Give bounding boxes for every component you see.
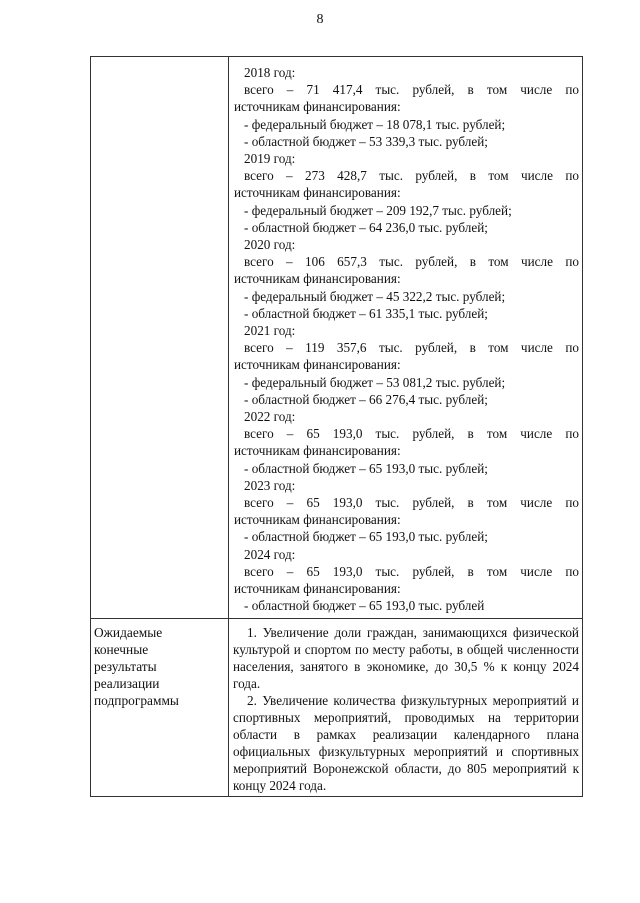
funding-source-line: - областной бюджет – 64 236,0 тыс. рублей; bbox=[244, 219, 488, 235]
funding-total-line: всего – 71 417,4 тыс. рублей, в том числе по bbox=[244, 82, 579, 98]
funding-source-line: - федеральный бюджет – 45 322,2 тыс. рублей; bbox=[244, 288, 506, 304]
funding-sources-heading: источникам финансирования: bbox=[234, 99, 401, 115]
funding-year-heading: 2022 год: bbox=[244, 409, 296, 425]
funding-sources-heading: источникам финансирования: bbox=[234, 443, 401, 459]
page-number: 8 bbox=[316, 12, 324, 27]
funding-sources-heading: источникам финансирования: bbox=[234, 185, 401, 201]
funding-total-line: всего – 65 193,0 тыс. рублей, в том числе по bbox=[244, 563, 579, 579]
results-label-line: Ожидаемые bbox=[94, 624, 163, 640]
funding-sources-heading: источникам финансирования: bbox=[234, 581, 401, 597]
funding-source-line: - областной бюджет – 53 339,3 тыс. рублей; bbox=[244, 133, 488, 149]
funding-source-line: - федеральный бюджет – 53 081,2 тыс. рублей; bbox=[244, 374, 506, 390]
funding-year-heading: 2023 год: bbox=[244, 477, 296, 493]
results-row bbox=[91, 618, 583, 797]
funding-year-heading: 2020 год: bbox=[244, 237, 296, 253]
funding-row bbox=[91, 57, 583, 619]
funding-text bbox=[229, 57, 582, 618]
program-passport-table bbox=[90, 56, 583, 797]
results-cell bbox=[229, 618, 583, 797]
funding-cell bbox=[229, 57, 583, 619]
funding-source-line: - федеральный бюджет – 18 078,1 тыс. рублей; bbox=[244, 116, 506, 132]
funding-sources-heading: источникам финансирования: bbox=[234, 357, 401, 373]
funding-year-heading: 2021 год: bbox=[244, 323, 296, 339]
result-item: 1. Увеличение доли граждан, занимающихся физической культурой и спортом по месту работы, в общей численности населения, занятого в экономике, до 30,5 % к концу 2024 года. bbox=[233, 624, 579, 691]
funding-source-line: - областной бюджет – 65 193,0 тыс. рублей bbox=[244, 598, 485, 614]
funding-source-line: - федеральный бюджет – 209 192,7 тыс. рублей; bbox=[244, 202, 512, 218]
funding-total-line: всего – 119 357,6 тыс. рублей, в том числе по bbox=[244, 340, 579, 356]
result-item: 2. Увеличение количества физкультурных мероприятий и спортивных мероприятий, проводимых на территории области в рамках реализации календарного плана официальных физкультурных мероприятий и спортивных мероприятий Воронежской области, до 805 мероприятий к концу 2024 года. bbox=[233, 692, 579, 794]
funding-year-heading: 2018 год: bbox=[244, 65, 296, 80]
results-label-line: результаты bbox=[94, 658, 157, 674]
funding-total-line: всего – 273 428,7 тыс. рублей, в том числе по bbox=[244, 168, 579, 184]
results-label-line: реализации bbox=[94, 675, 160, 691]
funding-year-heading: 2024 год: bbox=[244, 546, 296, 562]
funding-total-line: всего – 65 193,0 тыс. рублей, в том числе по bbox=[244, 426, 579, 442]
funding-sources-heading: источникам финансирования: bbox=[234, 271, 401, 287]
funding-source-line: - областной бюджет – 65 193,0 тыс. рублей; bbox=[244, 460, 488, 476]
funding-label-cell bbox=[91, 57, 229, 619]
results-label-line: конечные bbox=[94, 641, 149, 657]
funding-source-line: - областной бюджет – 65 193,0 тыс. рублей; bbox=[244, 529, 488, 545]
funding-total-line: всего – 106 657,3 тыс. рублей, в том числе по bbox=[244, 254, 579, 270]
results-label-line: подпрограммы bbox=[94, 692, 179, 708]
funding-source-line: - областной бюджет – 66 276,4 тыс. рублей; bbox=[244, 391, 488, 407]
results-label-cell bbox=[91, 618, 229, 797]
funding-year-heading: 2019 год: bbox=[244, 151, 296, 167]
funding-source-line: - областной бюджет – 61 335,1 тыс. рублей; bbox=[244, 305, 488, 321]
funding-sources-heading: источникам финансирования: bbox=[234, 512, 401, 528]
funding-total-line: всего – 65 193,0 тыс. рублей, в том числе по bbox=[244, 495, 579, 511]
